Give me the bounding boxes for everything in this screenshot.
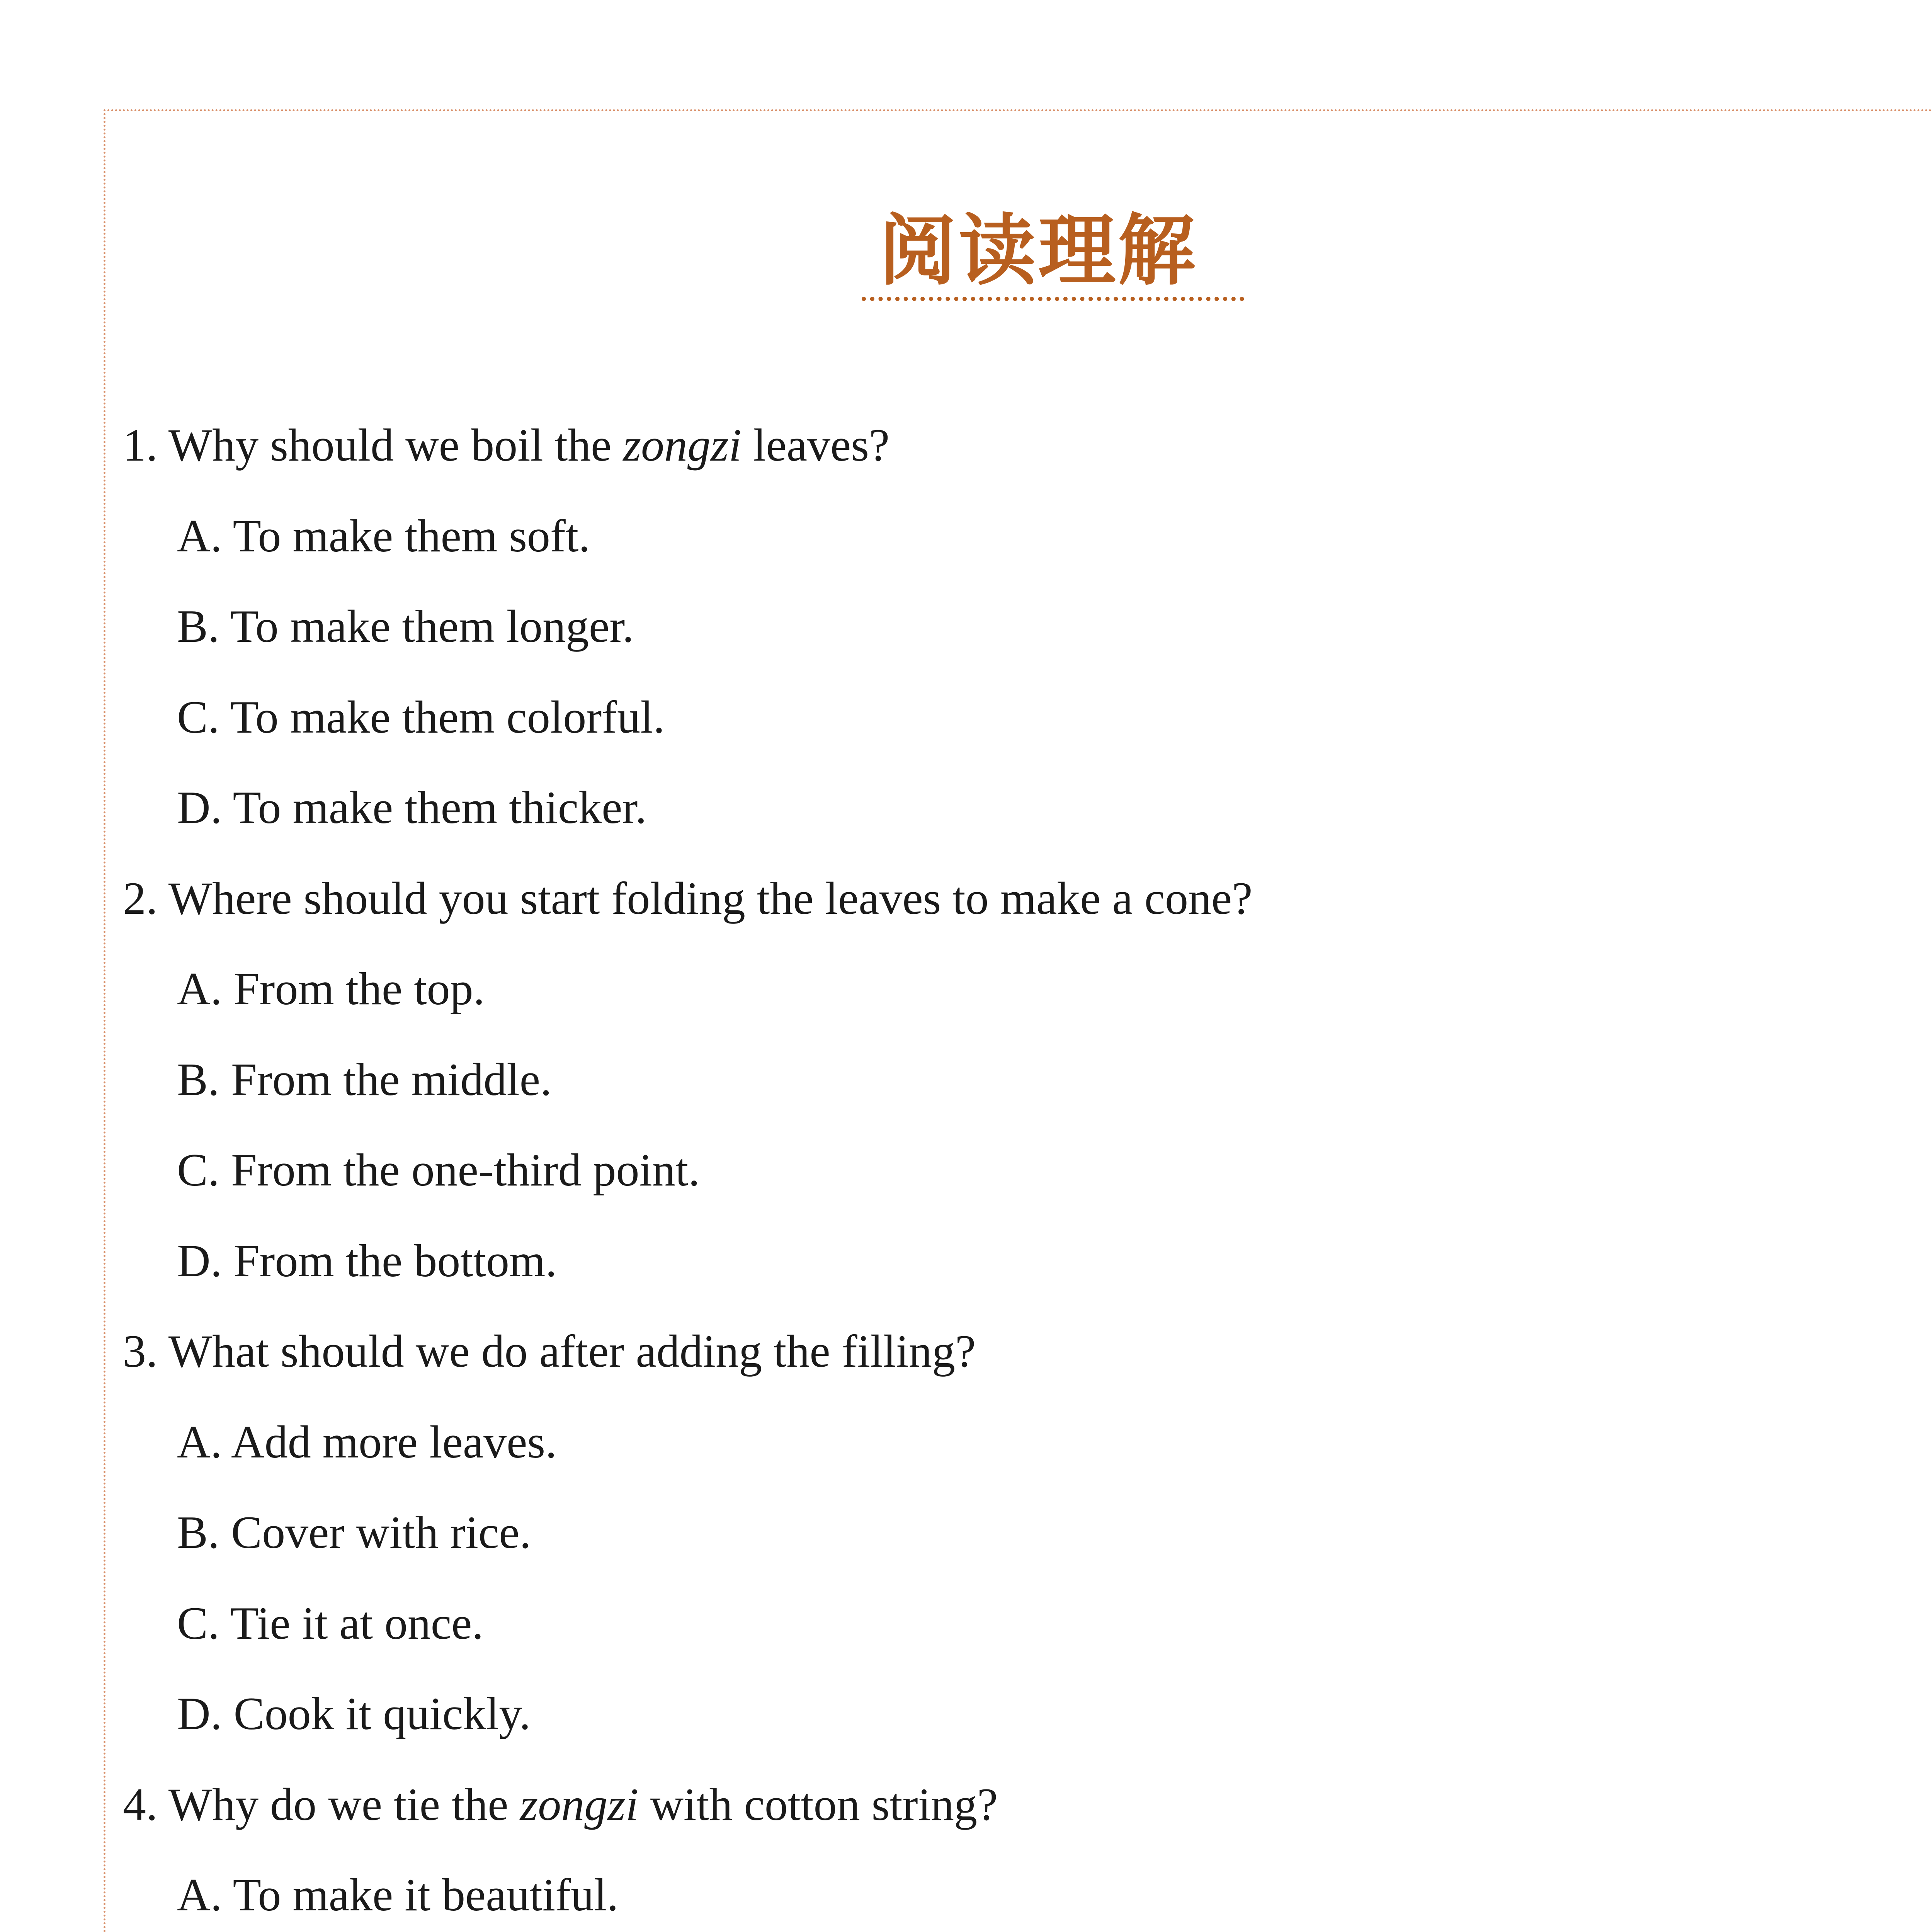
question-text: Why do we tie the bbox=[168, 1778, 520, 1830]
question-term-italic: zongzi bbox=[520, 1778, 639, 1830]
question-3-option-a[interactable]: A. Add more leaves. bbox=[177, 1416, 557, 1468]
question-3-option-d[interactable]: D. Cook it quickly. bbox=[177, 1688, 531, 1739]
question-text: Where should you start folding the leaves to make a cone? bbox=[168, 872, 1253, 924]
question-number: 4. bbox=[123, 1778, 158, 1830]
title-area bbox=[0, 205, 1932, 298]
question-2-stem bbox=[123, 853, 1932, 944]
question-number: 3. bbox=[123, 1325, 158, 1377]
question-text: What should we do after adding the filling? bbox=[168, 1325, 976, 1377]
question-3-stem bbox=[123, 1306, 1932, 1397]
question-2-option-b[interactable]: B. From the middle. bbox=[177, 1053, 552, 1105]
question-1-option-a[interactable]: A. To make them soft. bbox=[177, 510, 590, 561]
question-1-option-b[interactable]: B. To make them longer. bbox=[177, 600, 634, 652]
question-3-option-c[interactable]: C. Tie it at once. bbox=[177, 1597, 484, 1649]
question-text: with cotton string? bbox=[638, 1778, 998, 1830]
page-title: 阅读理解 bbox=[879, 206, 1197, 296]
question-text: leaves? bbox=[742, 419, 890, 471]
question-1-stem bbox=[123, 400, 1932, 491]
question-number: 1. bbox=[123, 419, 158, 471]
question-1-option-d[interactable]: D. To make them thicker. bbox=[177, 782, 647, 833]
question-4-option-a[interactable]: A. To make it beautiful. bbox=[177, 1869, 619, 1920]
question-2-option-a[interactable]: A. From the top. bbox=[177, 963, 485, 1014]
title-underline bbox=[862, 297, 1244, 301]
question-3-option-b[interactable]: B. Cover with rice. bbox=[177, 1507, 531, 1558]
question-4-stem bbox=[123, 1759, 1932, 1850]
question-term-italic: zongzi bbox=[623, 419, 742, 471]
question-number: 2. bbox=[123, 872, 158, 924]
question-list bbox=[123, 400, 1932, 1932]
question-text: Why should we boil the bbox=[168, 419, 623, 471]
question-1-option-c[interactable]: C. To make them colorful. bbox=[177, 691, 665, 743]
question-2-option-c[interactable]: C. From the one-third point. bbox=[177, 1144, 700, 1196]
question-2-option-d[interactable]: D. From the bottom. bbox=[177, 1235, 557, 1286]
